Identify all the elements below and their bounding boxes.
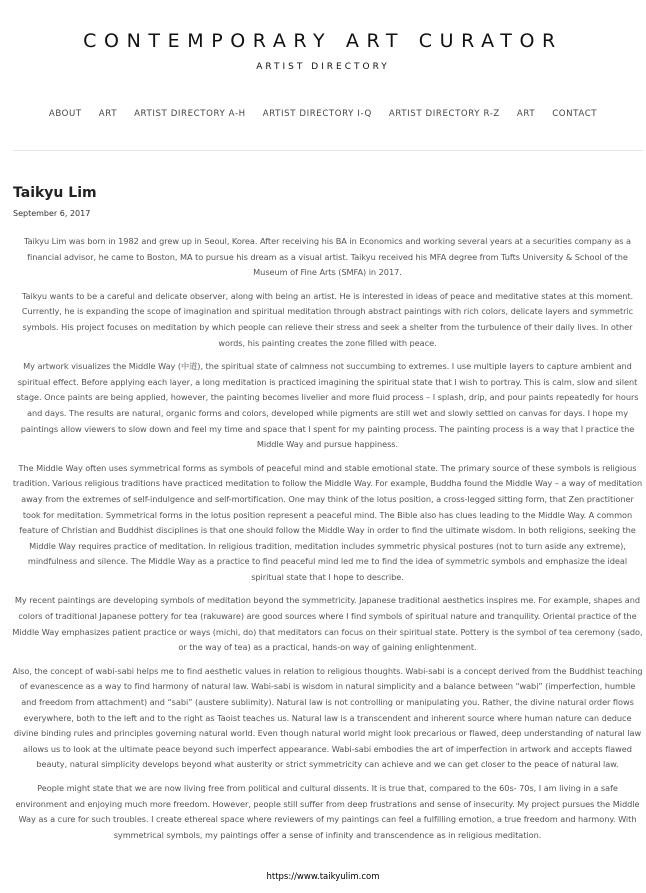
paragraph: My artwork visualizes the Middle Way (中道), the spiritual state of calmness not succumbing to extremes. I use multiple layers to capture ambient and spiritual effect. Before applying each layer, a long meditation is practiced imagining the spiritual state that I wish to portray. This is calm, slow and silent stage. Once paints are being applied, however, the painting becomes livelier and more fluid process – I splash, drip, and pour paints repeatedly for hours and days. The results are natural, organic forms and colors, developed while pigments are still wet and slowly settled on canvas for days. I hope my paintings allow viewers to slow down and feel my time and space that I spent for my painting process. The painting process is a way that I practice the Middle Way and pursue happiness. xyxy=(16,361,639,450)
nav-item-contact[interactable]: CONTACT xyxy=(552,109,598,119)
nav-item-art-2[interactable]: ART xyxy=(516,109,536,119)
site-title[interactable]: CONTEMPORARY ART CURATOR xyxy=(83,30,563,52)
nav-item-artist-directory-a-h[interactable]: ARTIST DIRECTORY A-H xyxy=(134,109,246,119)
nav-item-artist-directory-i-q[interactable]: ARTIST DIRECTORY I-Q xyxy=(262,109,372,119)
paragraph: People might state that we are now living free from political and cultural dissents. It is true that, compared to the 60s- 70s, I am living in a safe environment and enjoying much more freedom. However, people still suffer from deep frustrations and sense of insecurity. My project pursues the Middle Way as a cure for such troubles. I create ethereal space where reviewers of my paintings can feel a fulfilling emotion, a true freedom and harmony. With symmetrical symbols, my paintings offer a sense of infinity and transcendence as in religious meditation. xyxy=(15,783,640,840)
nav-item-about[interactable]: ABOUT xyxy=(48,109,82,119)
paragraph: Taikyu wants to be a careful and delicate observer, along with being an artist. He is interested in ideas of peace and meditative states at this moment. Currently, he is expanding the scope of imagination and spiritual meditation through abstract paintings with rich colors, delicate layers and symmetric symbols. His project focuses on meditation by which people can relieve their stress and seek a shelter from the turbulence of their daily lives. In other words, his painting creates the zone filled with peace. xyxy=(21,290,634,348)
post-content xyxy=(12,234,643,851)
paragraph: The Middle Way often uses symmetrical forms as symbols of peaceful mind and stable emotional state. The primary source of these symbols is religious tradition. Various religious traditions have practiced meditation to follow the Middle Way. For example, Buddha found the Middle Way – a way of meditation away from the extremes of self-indulgence and self-mortification. One may think of the lotus position, a cross-legged sitting form, that Zen practitioner took for meditation. Symmetrical forms in the lotus position represent a peaceful mind. The Bible also has clues leading to the Middle Way. A common feature of Christian and Buddhist disciplines is that one should follow the Middle Way in order to find the ultimate wisdom. In both religions, seeking the Middle Way requires practice of meditation. In religious tradition, meditation includes symmetric physical postures (not to turn aside any extreme), mindfulness and silence. The Middle Way as a practice to find peaceful mind led me to find the idea of symmetric symbols and emphasize the ideal spiritual state that I hope to describe. xyxy=(12,462,643,582)
paragraph: My recent paintings are developing symbols of meditation beyond the symmetricity. Japanese traditional aesthetics inspires me. For example, shapes and colors of traditional Japanese pottery for tea (rakuware) are good sources where I find symbols of spiritual nature and tranquility. Oriental practice of the Middle Way emphasizes patient practice or ways (michi, do) that meditators can focus on their spiritual state. Pottery is the symbol of tea ceremony (sado, or the way of tea) as a practical, hands-on way of gaining enlightenment. xyxy=(12,595,643,653)
header-divider xyxy=(13,150,643,151)
site-subtitle: ARTIST DIRECTORY xyxy=(256,62,390,72)
footer-url[interactable]: https://www.taikyulim.com xyxy=(266,872,380,882)
nav-item-artist-directory-r-z[interactable]: ARTIST DIRECTORY R-Z xyxy=(388,109,500,119)
post-date: September 6, 2017 xyxy=(13,209,91,218)
post-title: Taikyu Lim xyxy=(13,185,97,201)
paragraph: Taikyu Lim was born in 1982 and grew up in Seoul, Korea. After receiving his BA in Economics and working several years at a securities company as a financial advisor, he came to Boston, MA to pursue his dream as a visual artist. Taikyu received his MFA degree from Tufts University & School of the Museum of Fine Arts (SMFA) in 2017. xyxy=(23,236,631,278)
main-nav xyxy=(0,109,646,119)
paragraph: Also, the concept of wabi-sabi helps me to find aesthetic values in relation to religious thoughts. Wabi-sabi is a concept derived from the Buddhist teaching of evanescence as a way to find harmony of natural law. Wabi-sabi is wisdom in natural simplicity and a balance between “wabi” (imperfection, humble and freedom from attachment) and “sabi” (austere sublimity). Natural law is not controlling or manipulating you. Rather, the divine natural order flows everywhere, both to the left and to the right as Taoist teaches us. Natural law is a transcendent and inherent source where human nature can deduce divine binding rules and principles governing natural world. Even though natural world might look precarious or flawed, deep understanding of natural law allows us to look at the ultimate peace beyond such imperfect appearance. Wabi-sabi embodies the art of imperfection in artwork and accepts flawed beauty, natural simplicity develops beyond what austerity or strict symmetricity can achieve and we can get closer to the peace of natural law. xyxy=(12,665,643,770)
nav-item-art[interactable]: ART xyxy=(98,109,118,119)
